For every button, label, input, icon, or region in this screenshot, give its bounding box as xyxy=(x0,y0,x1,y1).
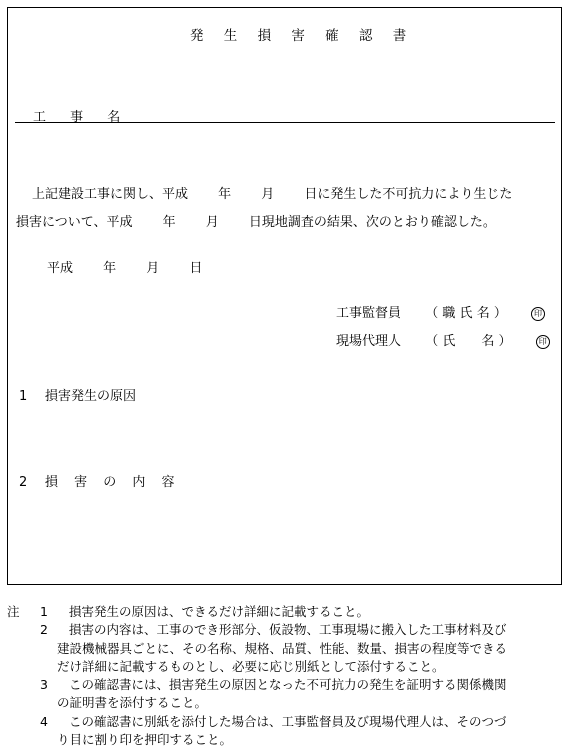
note-text: この確認書には、損害発生の原因となった不可抗力の発生を証明する関係機関 xyxy=(69,677,507,693)
note-4-cont xyxy=(7,731,579,749)
note-number: 4 xyxy=(40,713,48,729)
confirmation-text-line-1: 上記建設工事に関し、平成 年 月 日に発生した不可抗力により生じた xyxy=(32,187,513,202)
item-number: 2 xyxy=(19,475,28,490)
note-2-cont xyxy=(7,658,579,676)
date-line: 平成 年 月 日 xyxy=(47,261,203,276)
note-text: の証明書を添付すること。 xyxy=(57,695,208,711)
seal-icon: 印 xyxy=(536,335,550,349)
item-damage-cause xyxy=(19,385,136,404)
notes-heading: 注 xyxy=(7,604,20,619)
note-text: この確認書に別紙を添付した場合は、工事監督員及び現場代理人は、そのつづ xyxy=(69,713,507,729)
note-4 xyxy=(7,713,579,731)
note-text: 損害発生の原因は、できるだけ詳細に記載すること。 xyxy=(69,604,370,619)
signature-role: 現場代理人 xyxy=(336,334,402,349)
note-text: 建設機械器具ごとに、その名称、規格、品質、性能、数量、損害の程度等できる xyxy=(57,640,508,656)
note-text: 損害の内容は、工事のでき形部分、仮設物、工事現場に搬入した工事材料及び xyxy=(69,622,507,638)
note-number: 2 xyxy=(40,622,48,638)
construction-name-underline xyxy=(15,122,555,123)
notes-section xyxy=(7,603,579,749)
note-2 xyxy=(7,621,579,639)
item-label: 損 害 の 内 容 xyxy=(45,475,181,490)
signature-role: 工事監督員 xyxy=(336,306,402,321)
note-3-cont xyxy=(7,694,579,712)
form-frame xyxy=(7,7,562,585)
note-3 xyxy=(7,676,579,694)
signature-row-site-agent xyxy=(336,330,550,349)
seal-icon: 印 xyxy=(531,307,545,321)
document-title: 発 生 損 害 確 認 書 xyxy=(190,28,415,44)
confirmation-text-line-2: 損害について、平成 年 月 日現地調査の結果、次のとおり確認した。 xyxy=(16,215,496,230)
note-number: 1 xyxy=(40,604,48,619)
item-number: 1 xyxy=(19,389,28,404)
note-2-cont xyxy=(7,640,579,658)
signature-name-placeholder: （ 職 氏 名 ） xyxy=(425,306,507,321)
note-text: だけ詳細に記載するものとし、必要に応じ別紙として添付すること。 xyxy=(57,658,445,674)
signature-row-supervisor xyxy=(336,302,545,321)
note-1 xyxy=(7,603,579,621)
construction-name-label: 工 事 名 xyxy=(33,110,131,125)
item-label: 損害発生の原因 xyxy=(45,389,137,404)
signature-name-placeholder: （ 氏 名 ） xyxy=(425,334,512,349)
item-damage-details xyxy=(19,471,181,490)
note-text: り目に割り印を押印すること。 xyxy=(57,732,233,748)
note-number: 3 xyxy=(40,677,48,693)
